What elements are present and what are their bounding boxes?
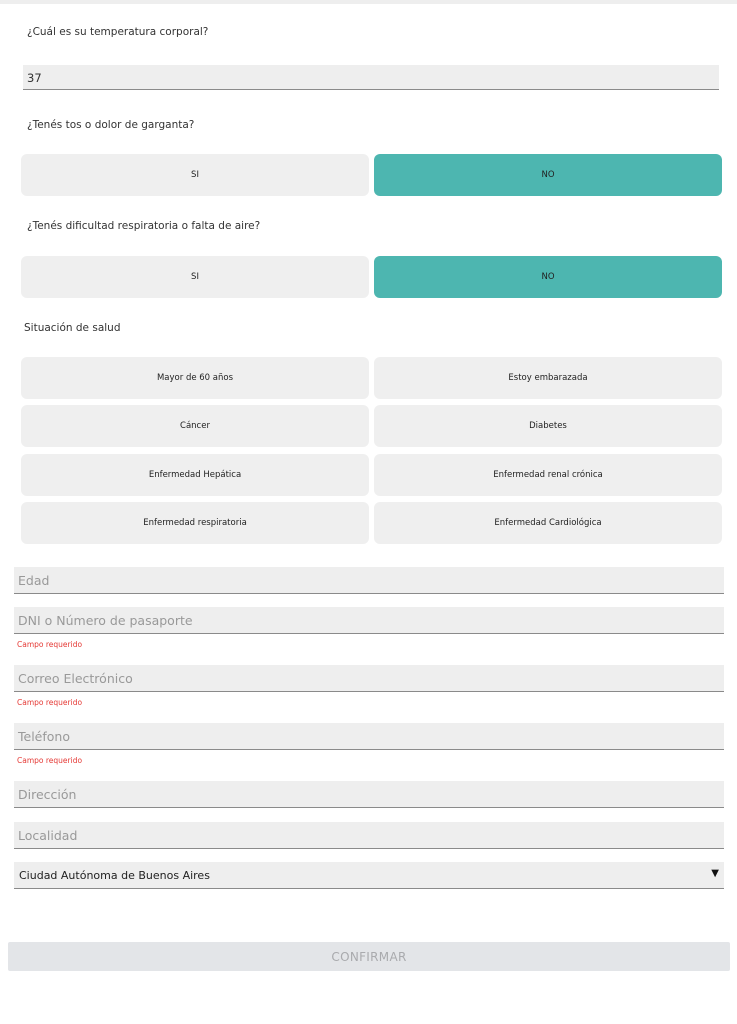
province-select[interactable] <box>14 862 724 889</box>
temperature-question: ¿Cuál es su temperatura corporal? <box>27 26 209 38</box>
health-option-hepatic[interactable]: Enfermedad Hepática <box>21 454 369 496</box>
temperature-input[interactable]: 37 <box>23 65 719 90</box>
top-shadow <box>0 0 737 4</box>
province-select-value: Ciudad Autónoma de Buenos Aires <box>19 869 210 882</box>
cough-question: ¿Tenés tos o dolor de garganta? <box>27 119 195 131</box>
health-option-over-60[interactable]: Mayor de 60 años <box>21 357 369 399</box>
health-title: Situación de salud <box>24 322 121 334</box>
email-input[interactable]: Correo Electrónico <box>14 665 724 692</box>
breathing-yes-button[interactable]: SI <box>21 256 369 298</box>
caret-down-icon: ▼ <box>711 868 719 879</box>
dni-error: Campo requerido <box>17 640 83 649</box>
age-input[interactable]: Edad <box>14 567 724 594</box>
address-input[interactable]: Dirección <box>14 781 724 808</box>
email-error: Campo requerido <box>17 698 83 707</box>
health-option-cardiological[interactable]: Enfermedad Cardiológica <box>374 502 722 544</box>
locality-input[interactable]: Localidad <box>14 822 724 849</box>
cough-no-button[interactable]: NO <box>374 154 722 196</box>
health-option-diabetes[interactable]: Diabetes <box>374 405 722 447</box>
breathing-no-button[interactable]: NO <box>374 256 722 298</box>
phone-input[interactable]: Teléfono <box>14 723 724 750</box>
confirm-button[interactable]: CONFIRMAR <box>8 942 730 971</box>
health-option-cancer[interactable]: Cáncer <box>21 405 369 447</box>
health-option-respiratory[interactable]: Enfermedad respiratoria <box>21 502 369 544</box>
health-option-renal[interactable]: Enfermedad renal crónica <box>374 454 722 496</box>
phone-error: Campo requerido <box>17 756 83 765</box>
dni-input[interactable]: DNI o Número de pasaporte <box>14 607 724 634</box>
health-option-pregnant[interactable]: Estoy embarazada <box>374 357 722 399</box>
cough-yes-button[interactable]: SI <box>21 154 369 196</box>
breathing-question: ¿Tenés dificultad respiratoria o falta de aire? <box>27 220 261 232</box>
